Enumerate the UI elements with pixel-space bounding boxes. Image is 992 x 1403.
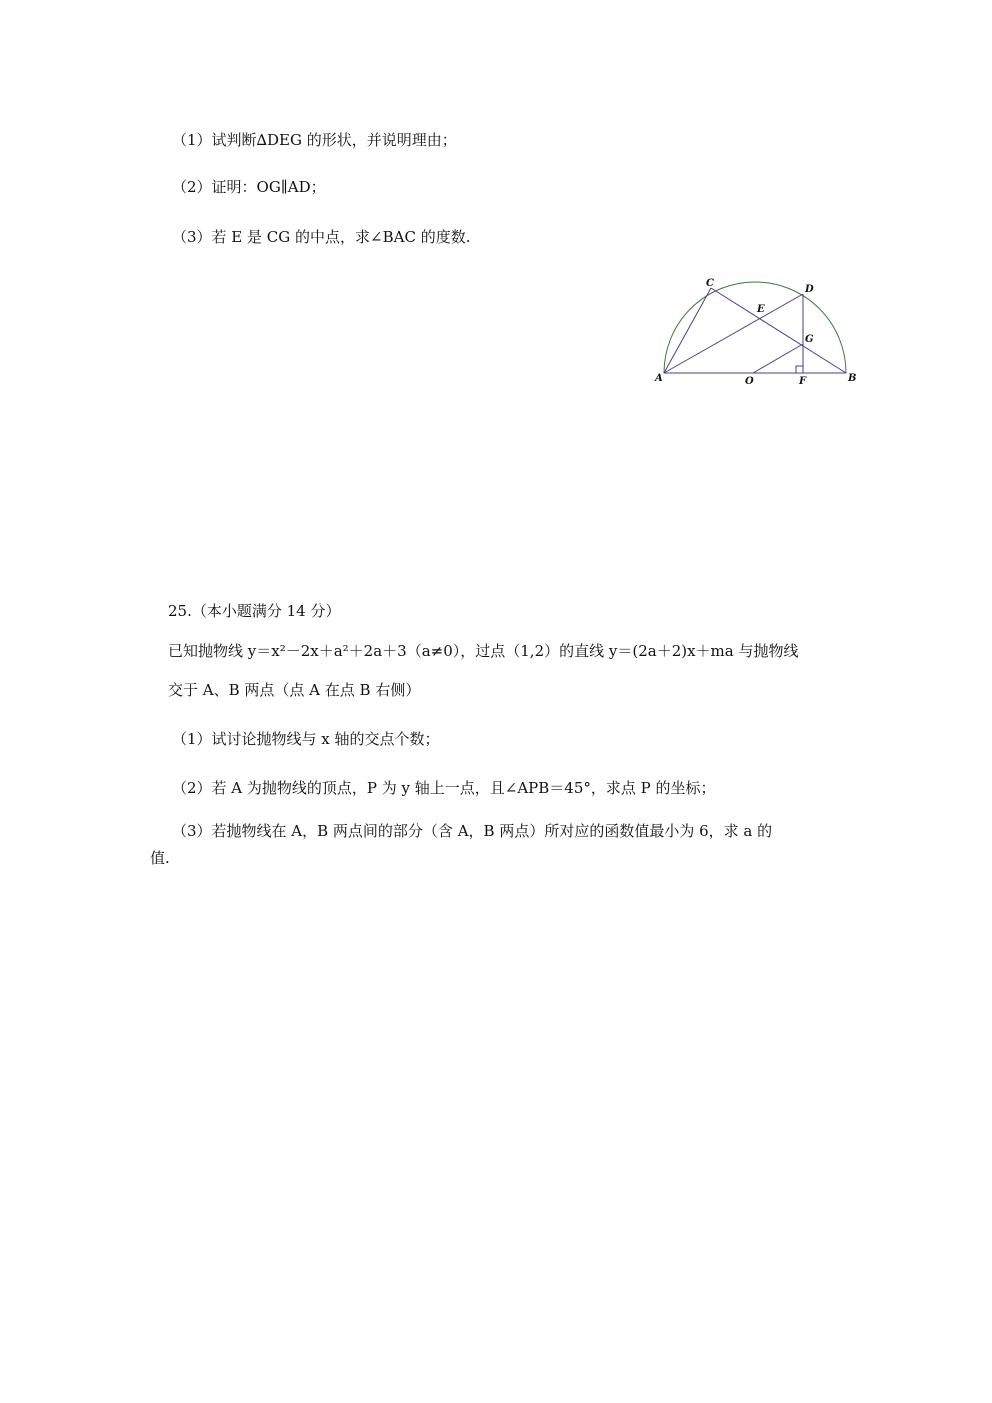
label-o: O <box>745 376 754 387</box>
label-d: D <box>805 284 814 295</box>
q24-part1: （1）试判断∆DEG 的形状，并说明理由； <box>172 131 457 149</box>
q25-header: 25.（本小题满分 14 分） <box>168 602 341 620</box>
q25-stem-line1: 已知抛物线 y＝x²－2x＋a²＋2a＋3（a≠0），过点（1,2）的直线 y＝(2a＋2)x＋ma 与抛物线 <box>168 642 799 660</box>
segment-cb <box>711 288 846 373</box>
label-a: A <box>655 373 663 384</box>
label-e: E <box>757 304 765 315</box>
label-g: G <box>805 334 814 345</box>
q25-part3-line2: 值. <box>150 849 170 867</box>
label-f: F <box>799 376 807 387</box>
q25-part3-line1: （3）若抛物线在 A，B 两点间的部分（含 A，B 两点）所对应的函数值最小为 6，求 a 的 <box>172 822 773 840</box>
right-angle-mark <box>796 366 803 373</box>
q25-part1: （1）试讨论抛物线与 x 轴的交点个数； <box>172 730 440 748</box>
semicircle-arc <box>664 282 846 373</box>
q25-part2: （2）若 A 为抛物线的顶点，P 为 y 轴上一点，且∠APB＝45°，求点 P 的坐标； <box>172 779 716 797</box>
semicircle-geometry-figure <box>650 272 862 392</box>
segment-ad <box>664 294 803 373</box>
q24-part3: （3）若 E 是 CG 的中点，求∠BAC 的度数. <box>172 228 471 246</box>
label-c: C <box>706 278 714 289</box>
q24-part2: （2）证明：OG∥AD； <box>172 178 326 196</box>
label-b: B <box>848 373 857 384</box>
q25-stem-line2: 交于 A、B 两点（点 A 在点 B 右侧） <box>168 681 421 699</box>
segment-ac <box>664 288 711 373</box>
